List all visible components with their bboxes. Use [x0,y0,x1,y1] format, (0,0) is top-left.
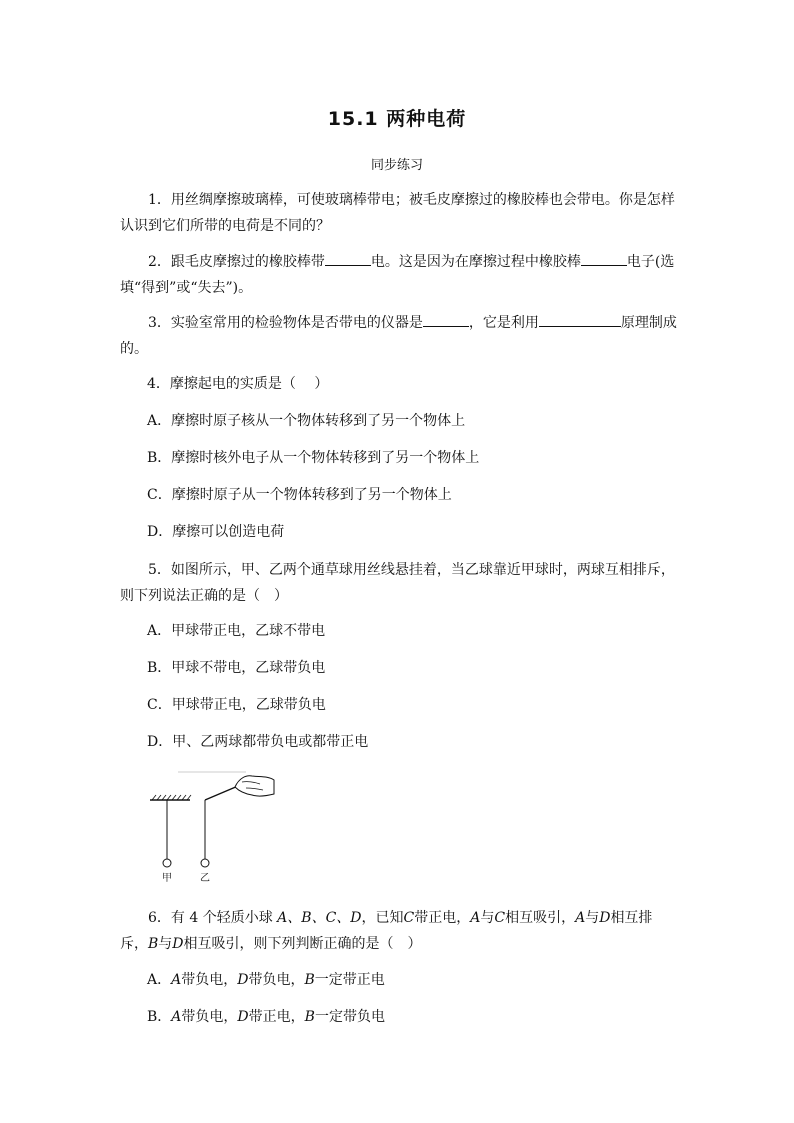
q6-text: ，已知 [361,910,404,926]
question-2-part3: 电子(选填“得到”或“失去”)。 [120,254,675,296]
question-3-part1: 3．实验室常用的检验物体是否带电的仪器是 [148,315,423,331]
q6-balls: A、B、C、D [277,910,362,926]
answer-blank[interactable] [539,312,621,327]
page-title: 15.1 两种电荷 [327,108,467,130]
option-letter: A． [147,972,172,988]
hand-icon [235,776,274,796]
ball-yi [201,859,209,867]
option-text: 带负电， [248,972,305,988]
question-6-option-b[interactable] [147,1004,385,1030]
answer-blank[interactable] [423,312,469,327]
question-3 [120,310,680,362]
option-var: B [304,972,315,988]
label-yi: 乙 [200,873,210,884]
question-5-stem: 5．如图所示，甲、乙两个通草球用丝线悬挂着，当乙球靠近甲球时，两球互相排斥，则下列说法正确的是（ ） [120,562,675,604]
q6-text: 相互吸引， [505,910,576,926]
option-text: 带正电， [248,1009,305,1025]
question-5-option-b[interactable]: B．甲球不带电，乙球带负电 [147,660,326,676]
q6-var: A [575,910,586,926]
question-6-stem [120,905,680,957]
option-text: 带负电， [181,1009,238,1025]
q6-text: 与 [480,910,495,926]
q6-text: 与 [158,936,173,952]
question-6-option-a[interactable] [147,967,385,993]
pith-balls-diagram [142,766,292,886]
q6-text: 6．有 4 个轻质小球 [148,910,278,926]
option-var: D [237,972,249,988]
q6-var: D [172,936,184,952]
option-text: 带负电， [181,972,238,988]
q6-var: A [470,910,481,926]
q6-text: 相互吸引，则下列判断正确的是（ ） [183,936,422,952]
question-3-part3: 原理制成的。 [120,315,677,357]
question-2-part2: 电。这是因为在摩擦过程中橡胶棒 [370,254,581,270]
question-5-figure [142,766,292,886]
q6-text: 相互排斥， [120,910,653,952]
option-letter: B． [147,1009,172,1025]
ball-jia [163,859,171,867]
q6-text: 与 [585,910,600,926]
question-3-part2: ，它是利用 [468,315,539,331]
answer-blank[interactable] [581,251,627,266]
q6-text: 带正电， [414,910,471,926]
question-2 [120,249,680,301]
option-var: A [171,972,182,988]
holding-stick [205,786,238,800]
q6-var: B [148,936,159,952]
option-var: B [304,1009,315,1025]
q6-var: D [599,910,611,926]
question-5-option-c[interactable]: C．甲球带正电，乙球带负电 [147,697,326,713]
question-4-option-a[interactable]: A．摩擦时原子核从一个物体转移到了另一个物体上 [147,413,466,429]
question-4-stem: 4．摩擦起电的实质是（ ） [147,376,329,392]
label-jia: 甲 [162,873,172,884]
question-2-part1: 2．跟毛皮摩擦过的橡胶棒带 [148,254,325,270]
q6-var: C [494,910,506,926]
page-subtitle: 同步练习 [370,158,423,173]
option-var: A [171,1009,182,1025]
answer-blank[interactable] [325,251,371,266]
option-text: 一定带正电 [314,972,385,988]
question-5-option-d[interactable]: D．甲、乙两球都带负电或都带正电 [147,734,369,750]
question-4-option-c[interactable]: C．摩擦时原子从一个物体转移到了另一个物体上 [147,487,452,503]
question-1: 1．用丝绸摩擦玻璃棒，可使玻璃棒带电；被毛皮摩擦过的橡胶棒也会带电。你是怎样认识到它们所带的电荷是不同的？ [120,192,675,234]
option-var: D [237,1009,249,1025]
question-5-option-a[interactable]: A．甲球带正电，乙球不带电 [147,623,326,639]
q6-var: C [403,910,415,926]
question-4-option-b[interactable]: B．摩擦时核外电子从一个物体转移到了另一个物体上 [147,450,480,466]
question-4-option-d[interactable]: D．摩擦可以创造电荷 [147,524,285,540]
option-text: 一定带负电 [314,1009,385,1025]
